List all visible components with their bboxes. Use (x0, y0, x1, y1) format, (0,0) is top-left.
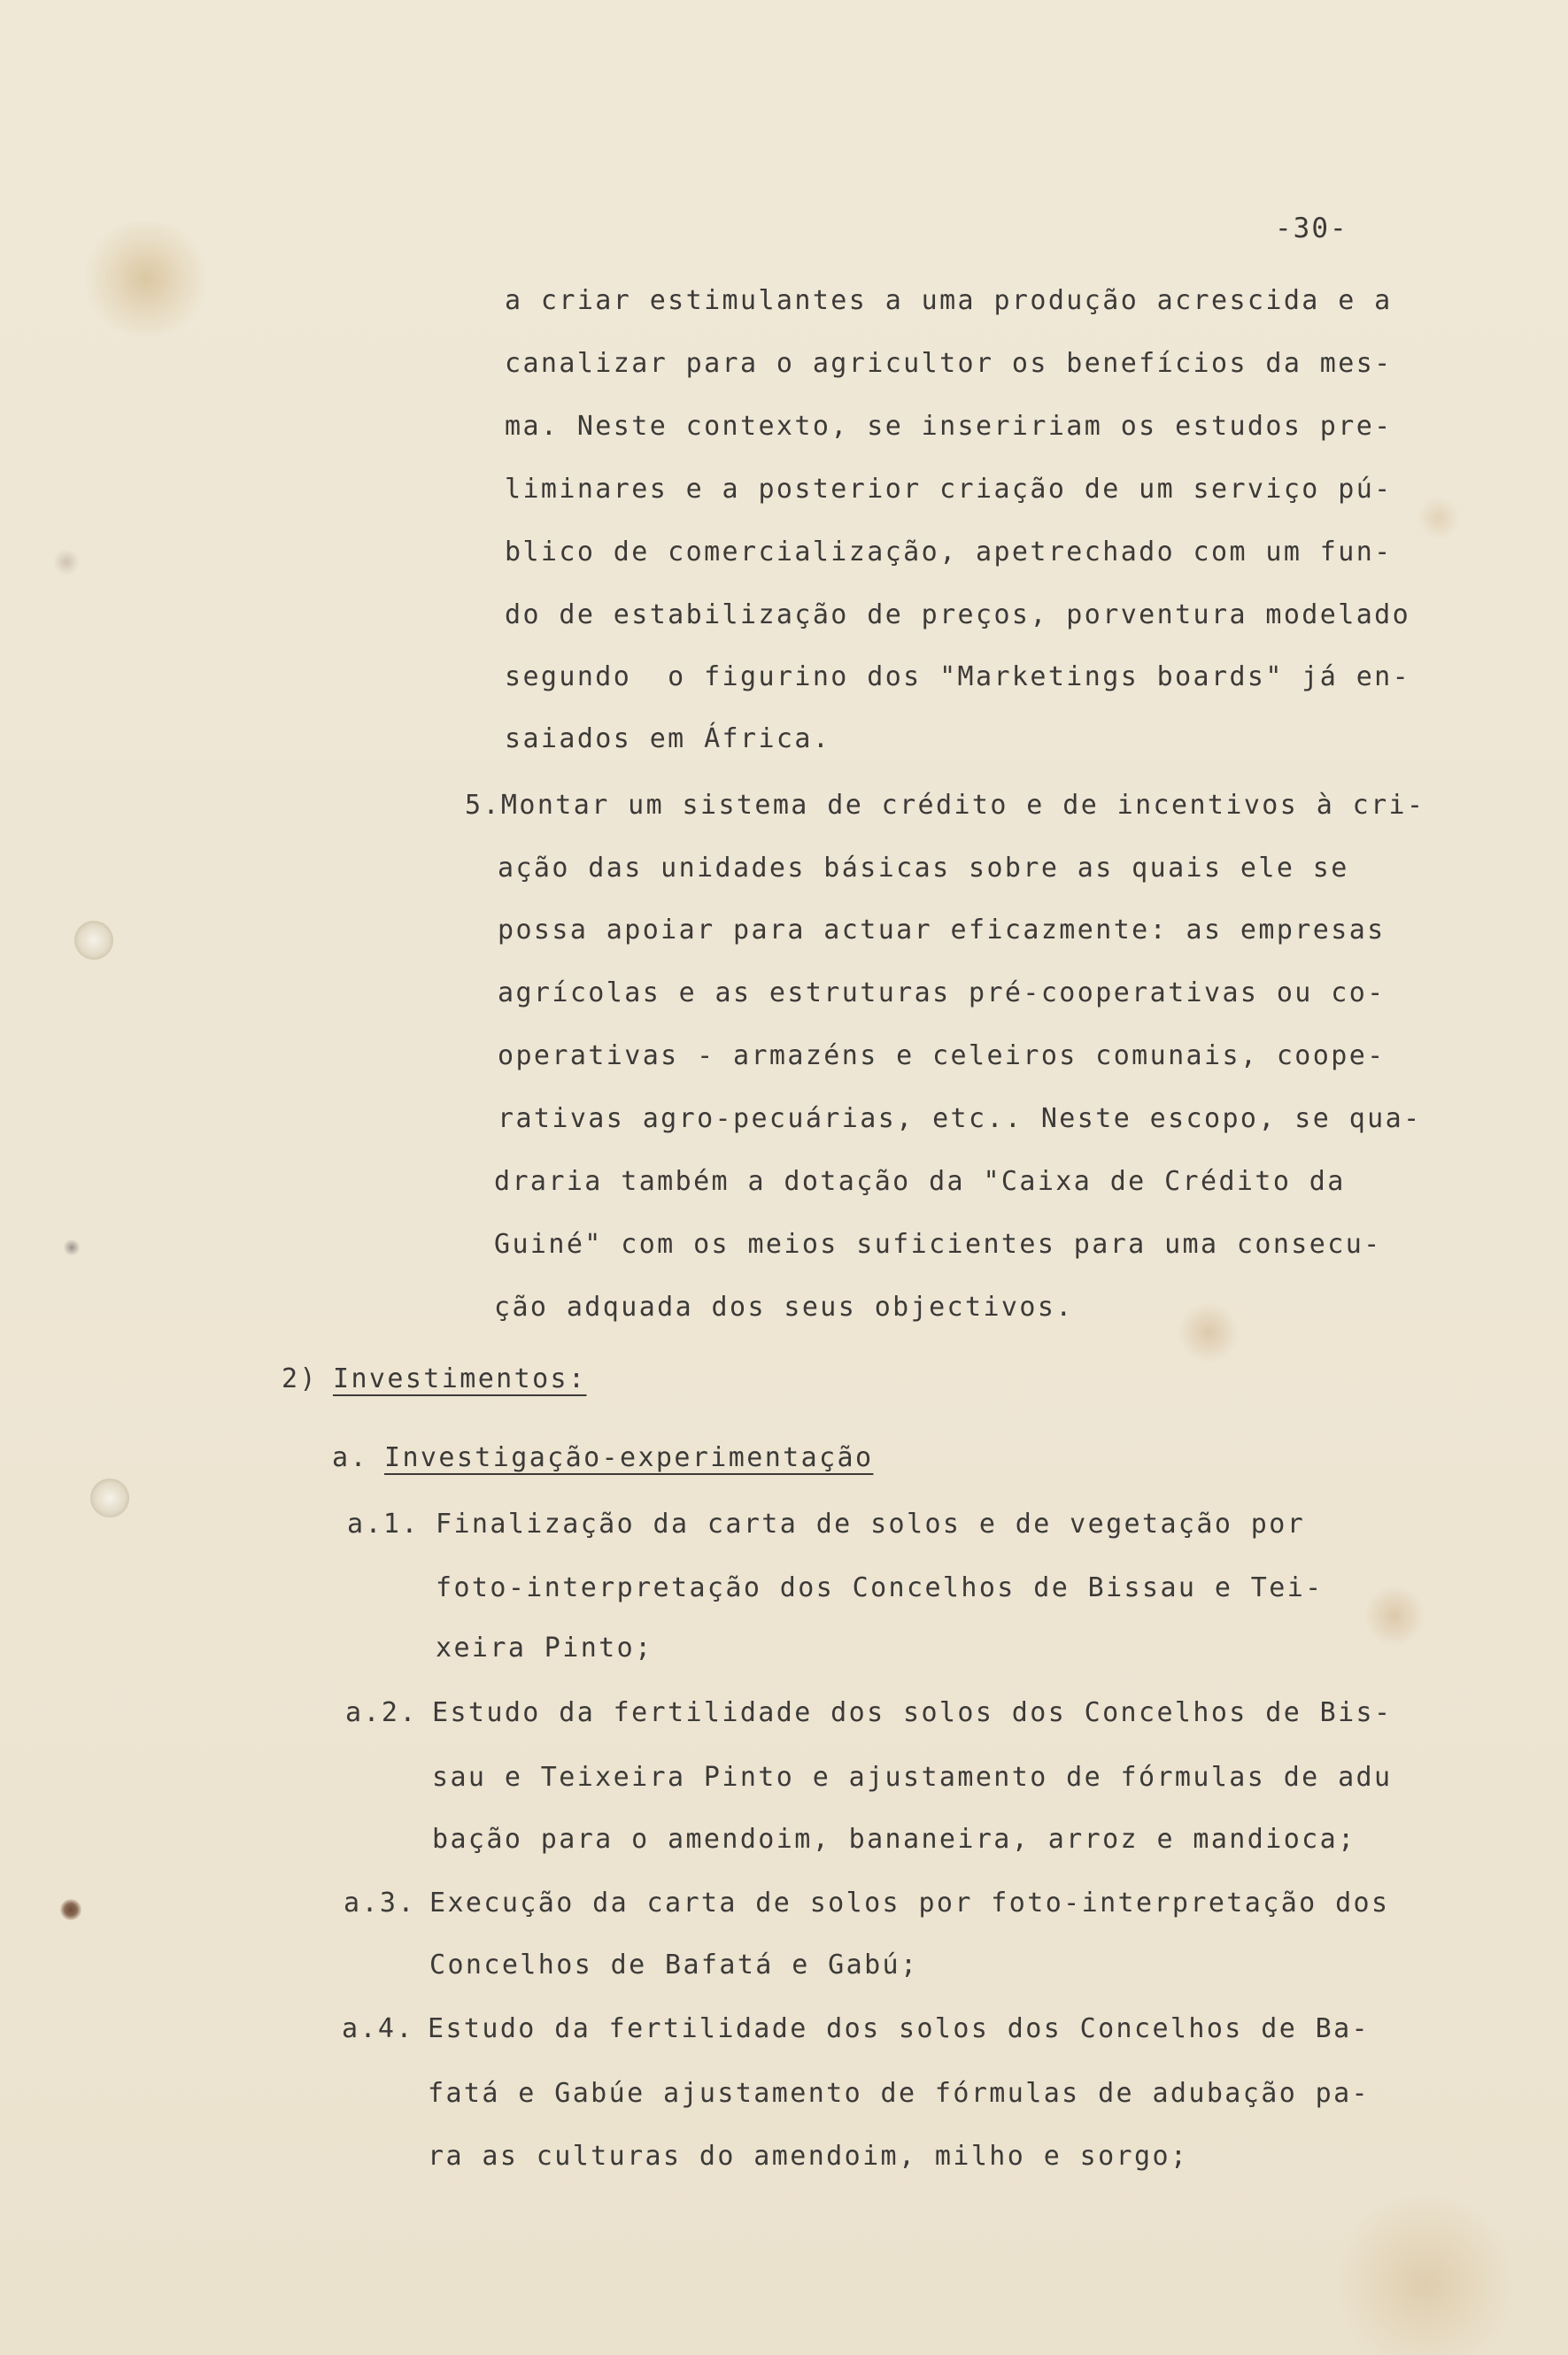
text-line: ra as culturas do amendoim, milho e sorgo; (428, 2141, 1189, 2172)
text-line: foto-interpretação dos Concelhos de Bissau e Tei- (436, 1572, 1324, 1603)
item-label: a.1. (347, 1509, 420, 1540)
section-number: 2) (282, 1363, 318, 1394)
text-line: fatá e Gabúe ajustamento de fórmulas de adubação pa- (428, 2078, 1370, 2109)
text-line: draria também a dotação da "Caixa de Crédito da (494, 1166, 1346, 1197)
section-heading: Investimentos: (333, 1363, 587, 1394)
item-label: a.3. (344, 1888, 416, 1919)
subsection-letter: a. (332, 1442, 368, 1473)
text-line: a criar estimulantes a uma produção acrescida e a (505, 285, 1393, 316)
text-line: possa apoiar para actuar eficazmente: as empresas (498, 915, 1386, 946)
text-line: Estudo da fertilidade dos solos dos Concelhos de Ba- (428, 2013, 1370, 2044)
text-line: Guiné" com os meios suficientes para uma consecu- (494, 1229, 1382, 1260)
text-line: blico de comercialização, apetrechado com um fun- (505, 537, 1393, 568)
stain (1363, 1585, 1425, 1647)
text-line: segundo o figurino dos "Marketings boards" já en- (505, 661, 1411, 692)
stain (1328, 2196, 1523, 2355)
stain (1178, 1301, 1240, 1363)
stain (53, 549, 80, 575)
page-number: -30- (1275, 212, 1348, 244)
text-line: ção adquada dos seus objectivos. (494, 1292, 1074, 1323)
text-line: Finalização da carta de solos e de vegetação por (436, 1509, 1306, 1540)
stain (60, 1899, 81, 1920)
text-line: operativas - armazéns e celeiros comunais, coope- (498, 1040, 1386, 1071)
text-line: bação para o amendoim, bananeira, arroz e mandioca; (432, 1824, 1356, 1855)
subsection-heading: Investigação-experimentação (384, 1442, 874, 1473)
text-line: Estudo da fertilidade dos solos dos Concelhos de Bis- (432, 1697, 1393, 1728)
text-line: sau e Teixeira Pinto e ajustamento de fórmulas de adu (432, 1762, 1393, 1793)
text-line: do de estabilização de preços, porventura modelado (505, 599, 1411, 630)
text-line: rativas agro-pecuárias, etc.. Neste escopo, se qua- (498, 1103, 1422, 1134)
text-line: Concelhos de Bafatá e Gabú; (429, 1950, 919, 1981)
text-line: xeira Pinto; (436, 1633, 653, 1664)
text-line: canalizar para o agricultor os benefícios da mes- (505, 348, 1393, 379)
punch-hole (90, 1479, 129, 1517)
text-line: ação das unidades básicas sobre as quais ele se (498, 853, 1349, 884)
item-label: a.4. (342, 2013, 414, 2044)
stain (80, 221, 212, 336)
text-line: saiados em África. (505, 723, 831, 754)
text-line: 5.Montar um sistema de crédito e de incentivos à cri- (465, 790, 1425, 821)
stain (1417, 496, 1461, 540)
text-line: liminares e a posterior criação de um serviço pú- (505, 474, 1393, 505)
text-line: ma. Neste contexto, se inseririam os estudos pre- (505, 411, 1393, 442)
text-line: agrícolas e as estruturas pré-cooperativas ou co- (498, 977, 1386, 1008)
item-label: a.2. (345, 1697, 418, 1728)
text-line: Execução da carta de solos por foto-interpretação dos (429, 1888, 1390, 1919)
stain (64, 1239, 80, 1255)
punch-hole (74, 921, 113, 960)
